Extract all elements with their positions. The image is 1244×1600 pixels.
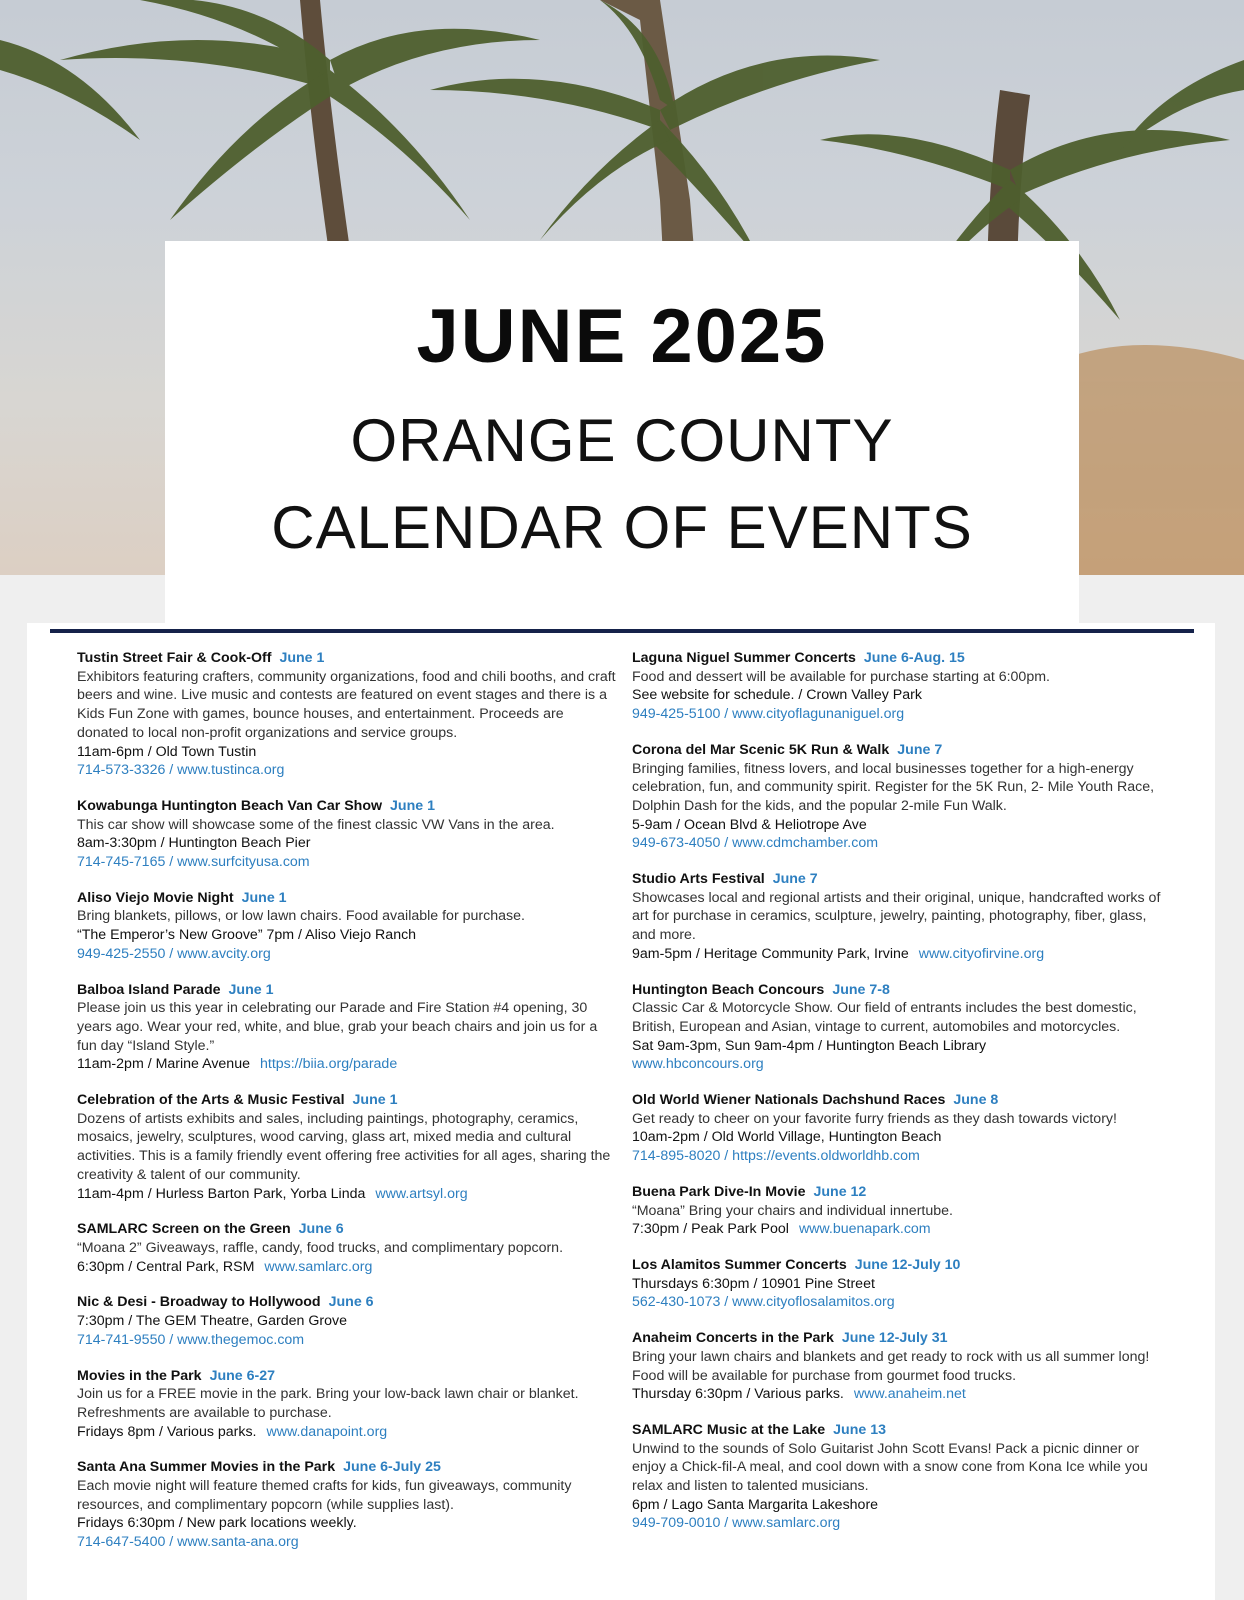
event-heading xyxy=(632,741,1172,760)
event-time-location-text: 6:30pm / Central Park, RSM xyxy=(77,1258,255,1275)
event-contact-link[interactable]: 714-741-9550 / www.thegemoc.com xyxy=(77,1331,305,1348)
event-time-location-text: Sat 9am-3pm, Sun 9am-4pm / Huntington Beach Library xyxy=(632,1037,987,1054)
event-item xyxy=(632,649,1172,724)
event-title: Laguna Niguel Summer Concerts xyxy=(632,650,856,666)
event-description: Dozens of artists exhibits and sales, including paintings, photography, ceramics, mosaics, jewelry, sculptures, wood carving, glass art, mixed media and cultural activities. This is a family friendly event offering free activities for all ages, sharing the creativity & talent of our community. xyxy=(77,1110,611,1183)
event-item xyxy=(632,870,1172,964)
event-description: “Moana 2” Giveaways, raffle, candy, food trucks, and complimentary popcorn. xyxy=(77,1239,564,1256)
event-description: Classic Car & Motorcycle Show. Our field of entrants includes the best domestic, British, European and Asian, vintage to current, automobiles and motorcycles. xyxy=(632,1000,1137,1035)
event-heading xyxy=(77,1293,617,1312)
event-time-location xyxy=(77,1312,617,1331)
event-date: June 12 xyxy=(813,1183,867,1200)
event-date: June 6-July 25 xyxy=(343,1459,441,1476)
event-date: June 6 xyxy=(298,1221,344,1238)
event-title: SAMLARC Screen on the Green xyxy=(77,1221,291,1238)
event-time-location-text: 10am-2pm / Old World Village, Huntington Beach xyxy=(632,1129,942,1146)
page-title: JUNE 2025 xyxy=(416,294,828,379)
subtitle-line-2: CALENDAR OF EVENTS xyxy=(271,494,973,561)
event-contact-link[interactable]: www.hbconcours.org xyxy=(632,1056,764,1073)
event-item xyxy=(632,1329,1172,1404)
event-title: SAMLARC Music at the Lake xyxy=(632,1421,826,1438)
event-time-location-text: See website for schedule. / Crown Valley Park xyxy=(632,687,922,704)
title-card xyxy=(165,241,1079,626)
event-contact-link[interactable]: 714-895-8020 / https://events.oldworldhb.com xyxy=(632,1148,920,1165)
event-item xyxy=(77,1293,617,1349)
event-time-location-text: 11am-6pm / Old Town Tustin xyxy=(77,743,257,760)
subtitle-line-1: ORANGE COUNTY xyxy=(350,407,894,474)
event-contact-link[interactable]: 714-745-7165 / www.surfcityusa.com xyxy=(77,854,310,871)
event-description: Exhibitors featuring crafters, community organizations, food and chili booths, and craft beers and wine. Live music and contests are featured on event stages and there is a Kids Fun Zone with games, bounce houses, and entertainment. Proceeds are donated to local non-profit organizations and service groups. xyxy=(77,668,616,741)
event-item xyxy=(632,1091,1172,1166)
divider-rule xyxy=(50,629,1194,633)
event-heading xyxy=(77,1458,617,1477)
event-time-location xyxy=(632,1037,1172,1056)
event-heading xyxy=(77,889,617,908)
event-item xyxy=(632,1421,1172,1533)
event-title: Corona del Mar Scenic 5K Run & Walk xyxy=(632,741,890,758)
event-title: Santa Ana Summer Movies in the Park xyxy=(77,1459,336,1476)
event-date: June 6 xyxy=(328,1294,374,1311)
event-item xyxy=(77,981,617,1075)
event-time-location xyxy=(632,945,1172,964)
event-date: June 1 xyxy=(228,981,274,998)
event-heading xyxy=(632,649,1172,668)
event-date: June 6-Aug. 15 xyxy=(863,650,965,666)
event-time-location-text: 8am-3:30pm / Huntington Beach Pier xyxy=(77,835,311,852)
event-time-location xyxy=(77,1055,617,1074)
event-time-location xyxy=(77,926,617,945)
event-item xyxy=(77,797,617,872)
event-time-location-text: Fridays 6:30pm / New park locations weekly. xyxy=(77,1515,357,1532)
events-column-right xyxy=(632,649,1172,1550)
event-heading xyxy=(77,797,617,816)
event-heading xyxy=(77,1091,617,1110)
event-title: Anaheim Concerts in the Park xyxy=(632,1330,834,1347)
event-title: Huntington Beach Concours xyxy=(632,981,825,998)
event-item xyxy=(632,1256,1172,1312)
event-time-location xyxy=(632,1128,1172,1147)
event-contact-link[interactable]: 562-430-1073 / www.cityoflosalamitos.org xyxy=(632,1294,895,1311)
event-date: June 12-July 31 xyxy=(841,1330,948,1347)
event-heading xyxy=(77,649,617,668)
event-website-link[interactable]: www.cityofirvine.org xyxy=(918,945,1045,962)
event-date: June 1 xyxy=(352,1092,398,1109)
event-item xyxy=(632,981,1172,1075)
event-time-location xyxy=(632,686,1172,705)
event-time-location xyxy=(632,1220,1172,1239)
event-date: June 1 xyxy=(279,650,325,666)
event-contact-link[interactable]: 949-425-5100 / www.cityoflagunaniguel.org xyxy=(632,706,905,723)
events-column-left xyxy=(77,649,617,1569)
event-contact-link[interactable]: 714-647-5400 / www.santa-ana.org xyxy=(77,1534,299,1551)
event-item xyxy=(77,1220,617,1276)
event-website-link[interactable]: www.samlarc.org xyxy=(264,1258,373,1275)
event-heading xyxy=(632,1183,1172,1202)
event-heading xyxy=(77,981,617,1000)
event-title: Kowabunga Huntington Beach Van Car Show xyxy=(77,797,383,814)
event-time-location-text: 11am-4pm / Hurless Barton Park, Yorba Linda xyxy=(77,1185,366,1202)
event-heading xyxy=(632,1329,1172,1348)
event-item xyxy=(77,1367,617,1442)
event-time-location-text: 5-9am / Ocean Blvd & Heliotrope Ave xyxy=(632,816,867,833)
event-description: Each movie night will feature themed crafts for kids, fun giveaways, community resources, and complimentary popcorn (while supplies last). xyxy=(77,1478,572,1513)
event-title: Celebration of the Arts & Music Festival xyxy=(77,1092,345,1109)
event-time-location-text: 7:30pm / Peak Park Pool xyxy=(632,1221,789,1238)
event-contact-link[interactable]: 949-425-2550 / www.avcity.org xyxy=(77,945,271,962)
event-website-link[interactable]: www.buenapark.com xyxy=(798,1221,931,1238)
event-website-link[interactable]: www.anaheim.net xyxy=(853,1386,966,1403)
event-time-location xyxy=(77,1423,617,1442)
event-heading xyxy=(632,1091,1172,1110)
event-time-location-text: 7:30pm / The GEM Theatre, Garden Grove xyxy=(77,1313,347,1330)
event-date: June 7 xyxy=(897,741,943,758)
event-contact-link[interactable]: 714-573-3326 / www.tustinca.org xyxy=(77,762,285,779)
event-description: Get ready to cheer on your favorite furry friends as they dash towards victory! xyxy=(632,1110,1117,1127)
event-time-location-text: 11am-2pm / Marine Avenue xyxy=(77,1056,250,1073)
event-time-location-text: Thursday 6:30pm / Various parks. xyxy=(632,1386,844,1403)
event-item xyxy=(77,649,617,780)
event-heading xyxy=(632,981,1172,1000)
event-website-link[interactable]: www.artsyl.org xyxy=(375,1185,468,1202)
event-description: Bring your lawn chairs and blankets and get ready to rock with us all summer long! Food will be available for purchase from gourmet food trucks. xyxy=(632,1348,1150,1384)
event-title: Movies in the Park xyxy=(77,1367,202,1384)
event-title: Balboa Island Parade xyxy=(77,981,221,998)
event-item xyxy=(632,1183,1172,1239)
event-title: Buena Park Dive-In Movie xyxy=(632,1183,806,1200)
event-heading xyxy=(77,1220,617,1239)
event-time-location-text: 9am-5pm / Heritage Community Park, Irvine xyxy=(632,945,909,962)
event-time-location xyxy=(632,1385,1172,1404)
event-time-location xyxy=(77,1258,617,1277)
event-description: Bringing families, fitness lovers, and local businesses together for a high-energy celebration, fun, and community spirit. Register for the 5K Run, 2- Mile Youth Race, Dolphin Dash for the kids, and the popular 2-mile Fun Walk. xyxy=(632,760,1155,814)
event-date: June 7-8 xyxy=(832,981,890,998)
event-title: Tustin Street Fair & Cook-Off xyxy=(77,650,272,666)
event-description: Showcases local and regional artists and their original, unique, handcrafted works of art for purchase in ceramics, sculpture, jewelry, painting, photography, fiber, glass, and more. xyxy=(632,889,1161,944)
event-date: June 12-July 10 xyxy=(854,1256,961,1273)
event-time-location xyxy=(77,834,617,853)
event-time-location xyxy=(77,1514,617,1533)
event-time-location-text: 6pm / Lago Santa Margarita Lakeshore xyxy=(632,1496,879,1513)
event-item xyxy=(77,1458,617,1552)
event-date: June 7 xyxy=(772,871,818,888)
event-date: June 13 xyxy=(833,1421,886,1438)
event-date: June 6-27 xyxy=(209,1367,276,1384)
page-subtitle xyxy=(165,397,1079,571)
event-title: Old World Wiener Nationals Dachshund Races xyxy=(632,1092,946,1109)
event-description: Join us for a FREE movie in the park. Bring your low-back lawn chair or blanket. Refreshments are available to purchase. xyxy=(77,1386,579,1421)
event-title: Los Alamitos Summer Concerts xyxy=(632,1256,847,1273)
event-description: Bring blankets, pillows, or low lawn chairs. Food available for purchase. xyxy=(77,908,525,925)
event-time-location xyxy=(77,743,617,762)
events-panel xyxy=(27,623,1215,1600)
event-description: Unwind to the sounds of Solo Guitarist John Scott Evans! Pack a picnic dinner or enjoy a Chick-fil-A meal, and cool down with a snow cone from Kona Ice while you relax and listen to talented musicians. xyxy=(632,1440,1148,1495)
event-description: This car show will showcase some of the finest classic VW Vans in the area. xyxy=(77,816,555,833)
event-website-link[interactable]: www.danapoint.org xyxy=(266,1423,388,1440)
event-date: June 1 xyxy=(390,797,435,814)
event-heading xyxy=(77,1367,617,1386)
event-time-location xyxy=(632,816,1172,835)
event-description: “Moana” Bring your chairs and individual innertube. xyxy=(632,1202,953,1219)
event-heading xyxy=(632,1256,1172,1275)
event-title: Aliso Viejo Movie Night xyxy=(77,889,234,906)
event-date: June 8 xyxy=(953,1092,999,1109)
event-website-link[interactable]: https://biia.org/parade xyxy=(259,1056,398,1073)
event-time-location xyxy=(632,1496,1172,1515)
event-description: Food and dessert will be available for purchase starting at 6:00pm. xyxy=(632,668,1050,685)
event-heading xyxy=(632,1421,1172,1440)
event-description: Please join us this year in celebrating our Parade and Fire Station #4 opening, 30 years ago. Wear your red, white, and blue, grab your beach chairs and join us for a fun day “Island Style.” xyxy=(77,1000,598,1054)
event-item xyxy=(77,1091,617,1203)
event-time-location xyxy=(77,1185,617,1204)
event-contact-link[interactable]: 949-709-0010 / www.samlarc.org xyxy=(632,1515,841,1532)
event-contact-link[interactable]: 949-673-4050 / www.cdmchamber.com xyxy=(632,835,879,852)
event-title: Studio Arts Festival xyxy=(632,871,765,888)
event-heading xyxy=(632,870,1172,889)
event-date: June 1 xyxy=(241,889,287,906)
event-time-location-text: Fridays 8pm / Various parks. xyxy=(77,1423,257,1440)
event-time-location xyxy=(632,1275,1172,1294)
event-time-location-text: “The Emperor’s New Groove” 7pm / Aliso Viejo Ranch xyxy=(77,927,417,944)
event-item xyxy=(632,741,1172,853)
event-item xyxy=(77,889,617,964)
event-time-location-text: Thursdays 6:30pm / 10901 Pine Street xyxy=(632,1275,875,1292)
event-title: Nic & Desi - Broadway to Hollywood xyxy=(77,1294,321,1311)
